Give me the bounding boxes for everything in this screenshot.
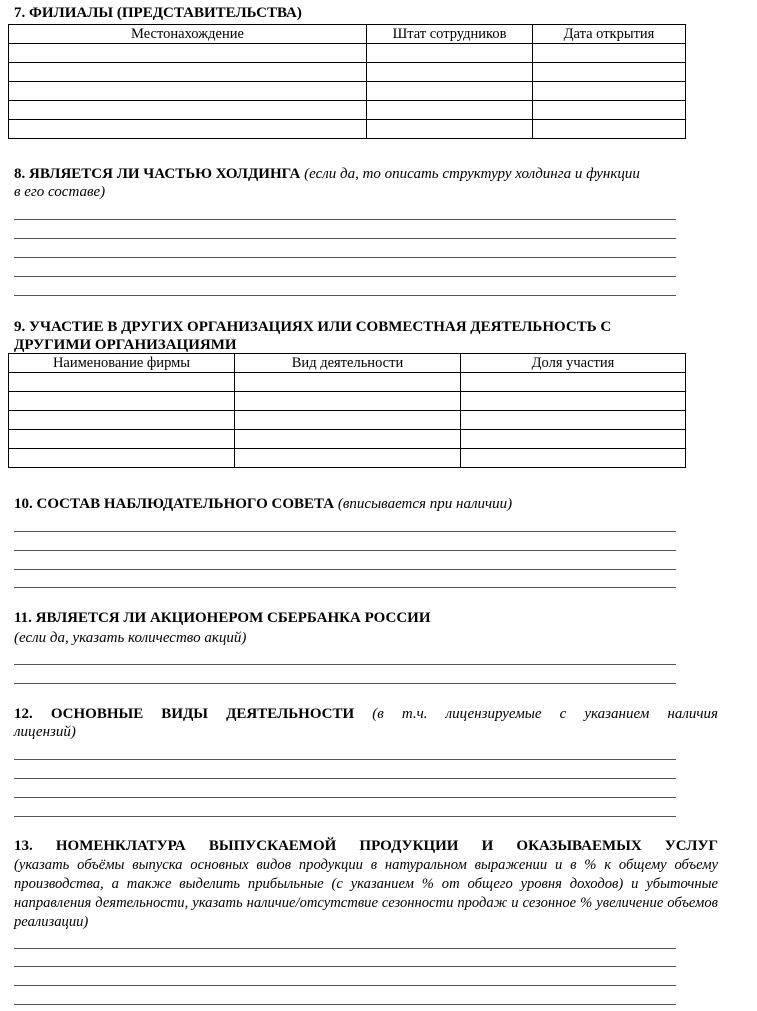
table-row <box>9 392 686 411</box>
section-7-heading: 7. ФИЛИАЛЫ (ПРЕДСТАВИТЕЛЬСТВА) <box>14 5 302 21</box>
column-header: Местонахождение <box>9 25 367 44</box>
answer-line[interactable] <box>14 985 676 986</box>
answer-line[interactable] <box>14 531 676 532</box>
answer-line[interactable] <box>14 1004 676 1005</box>
answer-line[interactable] <box>14 238 676 239</box>
table-row <box>9 430 686 449</box>
column-header: Дата открытия <box>533 25 686 44</box>
section-10-heading: 10. СОСТАВ НАБЛЮДАТЕЛЬНОГО СОВЕТА (вписывается при наличии) <box>14 496 513 512</box>
answer-line[interactable] <box>14 587 676 588</box>
table-row <box>9 82 686 101</box>
column-header: Штат сотрудников <box>367 25 533 44</box>
answer-line[interactable] <box>14 295 676 296</box>
section-12-heading-cont: лицензий) <box>14 724 76 740</box>
answer-line[interactable] <box>14 569 676 570</box>
answer-line[interactable] <box>14 778 676 779</box>
section-13-note: (указать объёмы выпуска основных видов продукции в натуральном выражении и в % к общему объему производства, а также выделить прибыльные (с указанием % от общего уровня доходов) и убыточные направления деятельности, указать наличие/отсутствие сезонности продаж и сезонное % увеличение объемов реализации) <box>14 857 718 930</box>
answer-line[interactable] <box>14 683 676 684</box>
table-row <box>9 373 686 392</box>
section-12-heading: 12. ОСНОВНЫЕ ВИДЫ ДЕЯТЕЛЬНОСТИ (в т.ч. лицензируемые с указанием наличия <box>14 706 718 722</box>
table-row <box>9 101 686 120</box>
answer-line[interactable] <box>14 966 676 967</box>
column-header: Вид деятельности <box>235 354 461 373</box>
table-row <box>9 411 686 430</box>
table-row <box>9 63 686 82</box>
table-row <box>9 449 686 468</box>
answer-line[interactable] <box>14 664 676 665</box>
answer-line[interactable] <box>14 816 676 817</box>
answer-line[interactable] <box>14 219 676 220</box>
answer-line[interactable] <box>14 276 676 277</box>
answer-line[interactable] <box>14 550 676 551</box>
section-11-heading: 11. ЯВЛЯЕТСЯ ЛИ АКЦИОНЕРОМ СБЕРБАНКА РОССИИ (если да, указать количество акций) <box>14 610 431 646</box>
answer-line[interactable] <box>14 759 676 760</box>
table-row <box>9 44 686 63</box>
answer-line[interactable] <box>14 257 676 258</box>
section-13-heading: 13. НОМЕНКЛАТУРА ВЫПУСКАЕМОЙ ПРОДУКЦИИ И ОКАЗЫВАЕМЫХ УСЛУГ <box>14 838 718 854</box>
answer-line[interactable] <box>14 797 676 798</box>
table-header-row <box>9 354 686 373</box>
section-9-heading: 9. УЧАСТИЕ В ДРУГИХ ОРГАНИЗАЦИЯХ ИЛИ СОВМЕСТНАЯ ДЕЯТЕЛЬНОСТЬ С ДРУГИМИ ОРГАНИЗАЦИЯМИ <box>14 319 612 353</box>
participation-table <box>8 353 686 468</box>
column-header: Наименование фирмы <box>9 354 235 373</box>
branches-table <box>8 24 686 139</box>
column-header: Доля участия <box>461 354 686 373</box>
table-header-row <box>9 25 686 44</box>
table-row <box>9 120 686 139</box>
answer-line[interactable] <box>14 948 676 949</box>
section-8-heading: 8. ЯВЛЯЕТСЯ ЛИ ЧАСТЬЮ ХОЛДИНГА (если да, то описать структуру холдинга и функции в его составе) <box>14 166 640 200</box>
